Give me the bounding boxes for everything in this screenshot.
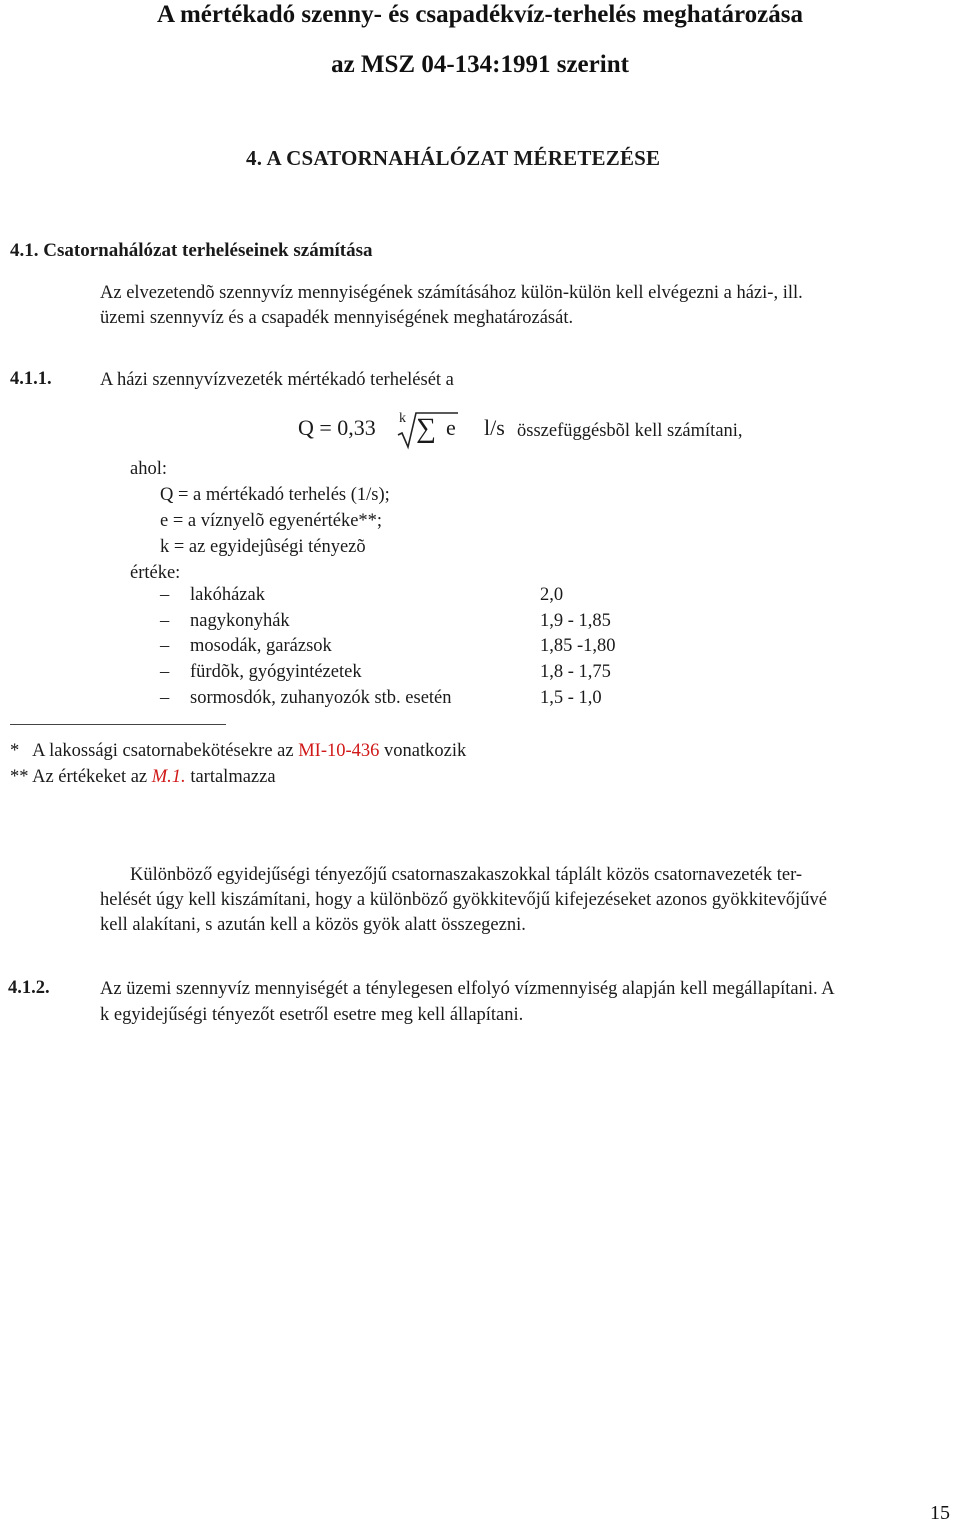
- page-number: 15: [930, 1502, 950, 1524]
- list-item: [0, 662, 960, 686]
- formula-tail: összefüggésbõl kell számítani,: [517, 421, 743, 441]
- erteke-label: értéke:: [130, 563, 181, 583]
- list-item: [0, 688, 960, 712]
- intro-line-1: Az elvezetendõ szennyvíz mennyiségének számításához külön-külön kell elvégezni a házi-, ill.: [100, 283, 803, 303]
- combined-line-2: helését úgy kell kiszámítani, hogy a különböző gyökkitevőjű kifejezéseket azonos gyökkitevőjűvé: [100, 890, 827, 910]
- footnote-2-link[interactable]: M.1.: [151, 767, 186, 787]
- footnote-2: [10, 764, 276, 790]
- footnote-divider: [10, 724, 226, 725]
- formula-q: Q = 0,33: [298, 415, 376, 440]
- formula-sum: ∑: [416, 413, 436, 444]
- list-label: lakóházak: [190, 585, 265, 605]
- list-value: 1,9 - 1,85: [540, 611, 611, 631]
- footnote-1-tail: vonatkozik: [384, 741, 467, 761]
- footnote-2-mark: **: [10, 767, 29, 787]
- list-dash: –: [160, 585, 170, 605]
- intro-line-2: üzemi szennyvíz és a csapadék mennyiségének meghatározását.: [100, 308, 574, 328]
- section-4-1-1-text: A házi szennyvízvezeték mértékadó terhelését a: [100, 370, 454, 390]
- section-4-1-2-number: 4.1.2.: [8, 978, 50, 998]
- list-dash: –: [160, 636, 170, 656]
- list-value: 2,0: [540, 585, 564, 605]
- list-label: fürdõk, gyógyintézetek: [190, 662, 362, 682]
- list-item: [0, 636, 960, 660]
- e-definition: e = a víznyelõ egyenértéke**;: [160, 511, 383, 531]
- k-definition: k = az egyidejûségi tényezõ: [160, 537, 366, 557]
- list-label: sormosdók, zuhanyozók stb. esetén: [190, 688, 452, 708]
- footnote-1: [10, 738, 466, 764]
- list-value: 1,8 - 1,75: [540, 662, 611, 682]
- footnote-2-text: Az értékeket az: [32, 767, 148, 787]
- page-subtitle: az MSZ 04-134:1991 szerint: [331, 51, 629, 78]
- list-item: [0, 585, 960, 609]
- list-item: [0, 611, 960, 635]
- list-value: 1,85 -1,80: [540, 636, 616, 656]
- formula-root-index: k: [399, 411, 406, 426]
- formula-e: e: [446, 415, 456, 440]
- section-heading: 4. A CSATORNAHÁLÓZAT MÉRETEZÉSE: [246, 146, 661, 170]
- footnote-1-link[interactable]: MI-10-436: [298, 741, 380, 761]
- list-label: mosodák, garázsok: [190, 636, 332, 656]
- section-4-1-2-line-1: Az üzemi szennyvíz mennyiségét a ténylegesen elfolyó vízmennyiség alapján kell megállapítani. A: [100, 979, 835, 999]
- footnote-2-tail: tartalmazza: [190, 767, 276, 787]
- subsection-heading: 4.1. Csatornahálózat terheléseinek számítása: [10, 240, 373, 261]
- combined-line-3: kell alakítani, s azután kell a közös gyök alatt összegezni.: [100, 915, 526, 935]
- section-4-1-2-line-2: k egyidejűségi tényezőt esetről esetre meg kell állapítani.: [100, 1005, 524, 1025]
- formula-unit: l/s: [484, 415, 505, 440]
- footnote-1-text: A lakossági csatornabekötésekre az: [32, 741, 294, 761]
- list-dash: –: [160, 688, 170, 708]
- list-value: 1,5 - 1,0: [540, 688, 602, 708]
- page-title: A mértékadó szenny- és csapadékvíz-terhelés meghatározása: [157, 1, 803, 28]
- list-dash: –: [160, 662, 170, 682]
- list-label: nagykonyhák: [190, 611, 290, 631]
- ahol-label: ahol:: [130, 459, 167, 479]
- list-dash: –: [160, 611, 170, 631]
- footnote-1-mark: *: [10, 741, 20, 761]
- section-4-1-1-number: 4.1.1.: [10, 369, 52, 389]
- q-definition: Q = a mértékadó terhelés (1/s);: [160, 485, 390, 505]
- combined-line-1: Különböző egyidejűségi tényezőjű csatornaszakaszokkal táplált közös csatornavezeték ter-: [130, 865, 803, 885]
